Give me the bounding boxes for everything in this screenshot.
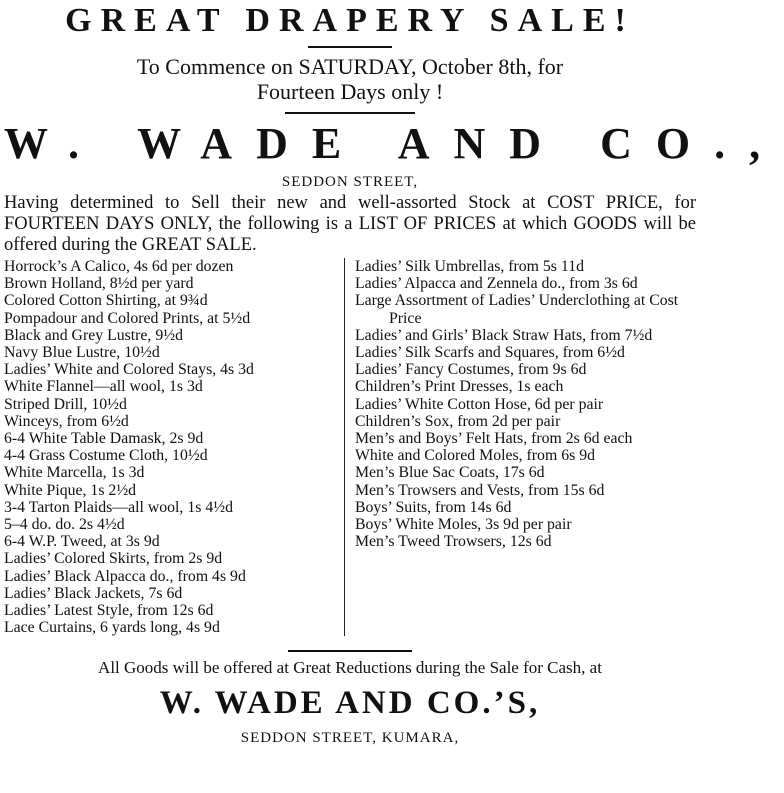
price-item: Ladies’ Black Jackets, 7s 6d: [4, 584, 183, 602]
price-item: Ladies’ Alpacca and Zennela do., from 3s 6d: [355, 275, 638, 293]
price-item: Ladies’ Silk Umbrellas, from 5s 11d: [355, 258, 585, 275]
company-name-footer: W. WADE AND CO.’S,: [159, 685, 541, 722]
price-item: Lace Curtains, 6 yards long, 4s 9d: [4, 619, 220, 637]
street: SEDDON STREET,: [281, 174, 419, 190]
price-list-right-column: [344, 258, 696, 636]
price-item: White Flannel—all wool, 1s 3d: [4, 378, 203, 396]
price-item: Ladies’ White and Colored Stays, 4s 3d: [4, 361, 254, 379]
price-item: Men’s and Boys’ Felt Hats, from 2s 6d each: [355, 430, 633, 448]
price-list: [4, 258, 696, 636]
price-item: Men’s Blue Sac Coats, 17s 6d: [355, 464, 545, 482]
price-item: Winceys, from 6½d: [4, 412, 129, 430]
address: SEDDON STREET, KUMARA,: [240, 730, 460, 747]
price-item: Horrock’s A Calico, 4s 6d per dozen: [4, 258, 234, 275]
price-item: Ladies’ Black Alpacca do., from 4s 9d: [4, 567, 246, 585]
price-item: Children’s Print Dresses, 1s each: [355, 378, 564, 396]
price-item: Boys’ White Moles, 3s 9d per pair: [355, 516, 572, 534]
price-item: 6-4 W.P. Tweed, at 3s 9d: [4, 533, 160, 551]
price-item: Brown Holland, 8½d per yard: [4, 275, 194, 293]
price-item: Ladies’ Silk Scarfs and Squares, from 6½d: [355, 344, 625, 362]
price-item: Men’s Trowsers and Vests, from 15s 6d: [355, 481, 605, 499]
price-item: 4-4 Grass Costume Cloth, 10½d: [4, 447, 208, 465]
commence-line-2: Fourteen Days only !: [256, 79, 444, 104]
price-item: Black and Grey Lustre, 9½d: [4, 326, 183, 344]
commence-line-1: To Commence on SATURDAY, October 8th, for: [136, 54, 564, 79]
price-item: White Marcella, 1s 3d: [4, 464, 145, 482]
price-item: Ladies’ Fancy Costumes, from 9s 6d: [355, 361, 587, 379]
price-item: Colored Cotton Shirting, at 9¾d: [4, 292, 208, 310]
price-item: White and Colored Moles, from 6s 9d: [355, 447, 595, 465]
price-item: Ladies’ and Girls’ Black Straw Hats, from 7½d: [355, 326, 653, 344]
price-item: Ladies’ White Cotton Hose, 6d per pair: [355, 395, 604, 413]
price-item: Navy Blue Lustre, 10½d: [4, 344, 160, 362]
price-item: Large Assortment of Ladies’ Underclothing at Cost Price: [355, 292, 679, 327]
price-item: Ladies’ Colored Skirts, from 2s 9d: [4, 550, 223, 568]
price-item: 6-4 White Table Damask, 2s 9d: [4, 430, 204, 448]
price-item: Pompadour and Colored Prints, at 5½d: [4, 309, 251, 327]
price-item: Ladies’ Latest Style, from 12s 6d: [4, 602, 214, 620]
divider: [288, 650, 412, 652]
price-item: Boys’ Suits, from 14s 6d: [355, 498, 512, 516]
price-item: White Pique, 1s 2½d: [4, 481, 137, 499]
price-item: Men’s Tweed Trowsers, 12s 6d: [355, 533, 552, 551]
price-item: 3-4 Tarton Plaids—all wool, 1s 4½d: [4, 498, 233, 516]
price-item: Striped Drill, 10½d: [4, 395, 127, 413]
headline: GREAT DRAPERY SALE!: [65, 2, 635, 39]
divider: [308, 46, 392, 48]
divider: [285, 112, 415, 114]
intro-paragraph: Having determined to Sell their new and well-assorted Stock at COST PRICE, for FOURTEEN DAYS ONLY, the following is a LIST OF PRICES at which GOODS will be offered during the GREAT SALE.: [4, 193, 696, 255]
company-name: W. WADE AND CO.,: [4, 119, 784, 168]
price-list-left-column: [4, 258, 344, 636]
footer-line: All Goods will be offered at Great Reductions during the Sale for Cash, at: [98, 658, 602, 678]
price-item: Children’s Sox, from 2d per pair: [355, 412, 561, 430]
price-item: 5–4 do. do. 2s 4½d: [4, 516, 125, 534]
